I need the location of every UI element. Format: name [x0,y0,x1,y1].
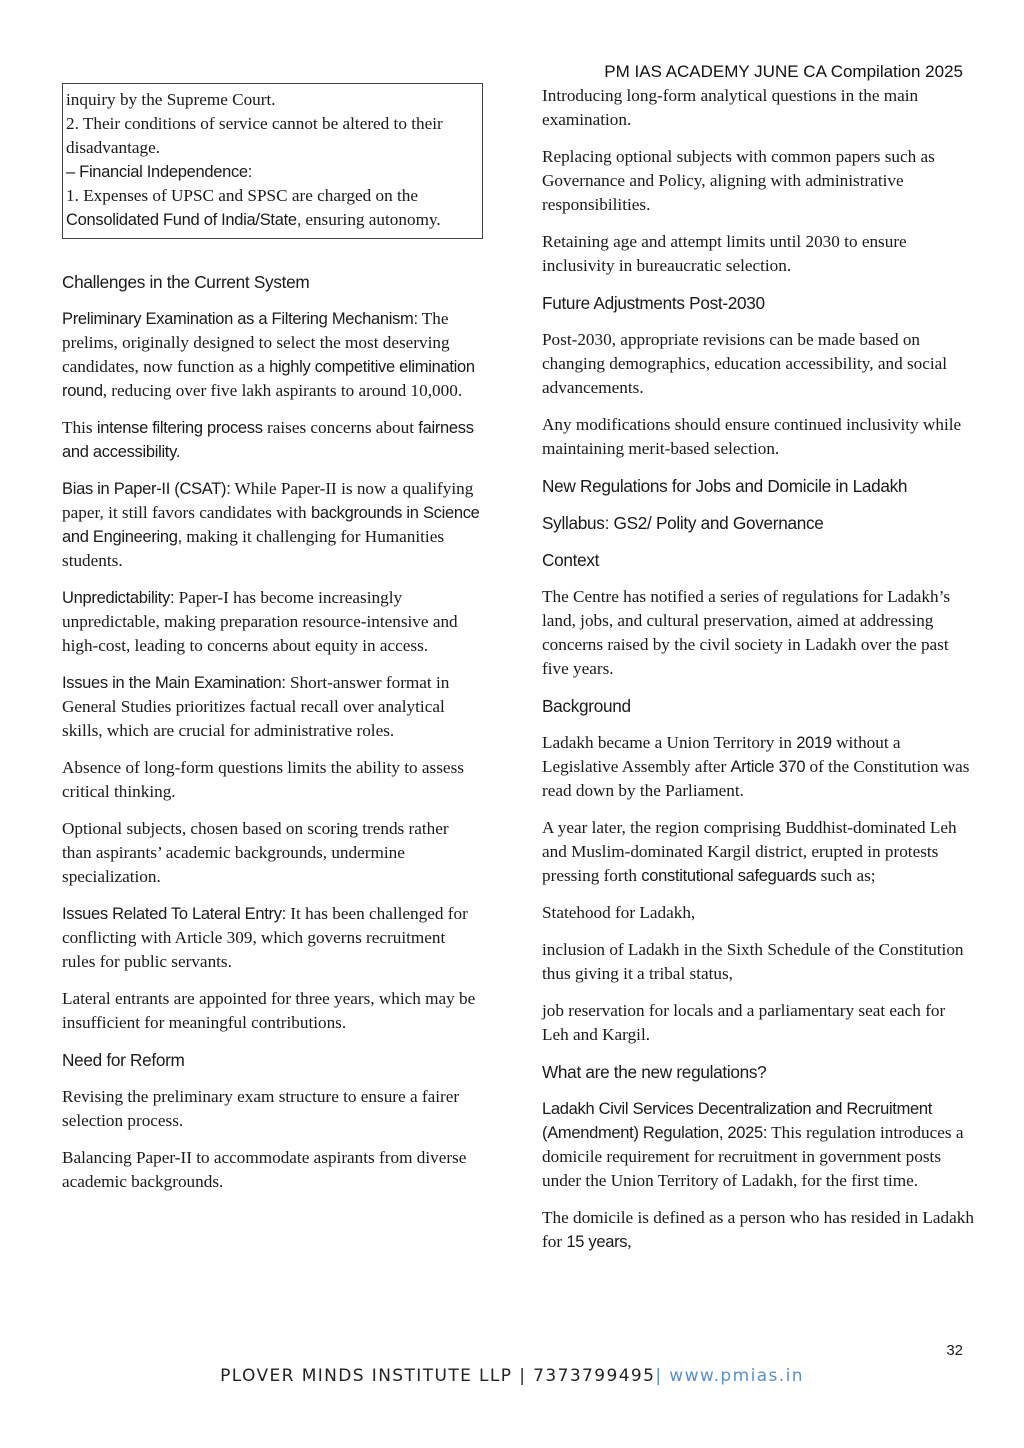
heading-new-regulations: New Regulations for Jobs and Domicile in Ladakh [542,476,908,496]
box-line: inquiry by the Supreme Court. [66,90,276,109]
box-line: 1. Expenses of UPSC and SPSC are charged on the Consolidated Fund of India/State, ensuring autonomy. [66,186,441,229]
heading-context: Context [542,550,600,570]
paragraph: Bias in Paper-II (CSAT): While Paper-II is now a qualifying paper, it still favors candidates with backgrounds in Science and Engineering, making it challenging for Humanities students. [62,479,480,570]
paragraph: Ladakh became a Union Territory in 2019 without a Legislative Assembly after Article 370 of the Constitution was read down by the Parliament. [542,733,970,800]
left-column [62,270,482,1207]
heading-challenges: Challenges in the Current System [62,272,310,292]
box-heading-financial: – Financial Independence: [66,163,253,181]
heading-what-are-new-regulations: What are the new regulations? [542,1062,767,1082]
footer-separator: | [655,1366,670,1386]
paragraph: Preliminary Examination as a Filtering Mechanism: The prelims, originally designed to select the most deserving candidates, now function as a highly competitive elimination round, reducing over five lakh aspirants to around 10,000. [62,309,475,400]
heading-background: Background [542,696,631,716]
paragraph: Retaining age and attempt limits until 2030 to ensure inclusivity in bureaucratic selection. [542,232,907,275]
paragraph: job reservation for locals and a parliamentary seat each for Leh and Kargil. [542,1001,946,1044]
footer-org: PLOVER MINDS INSTITUTE LLP | 7373799495 [220,1366,656,1386]
paragraph: The domicile is defined as a person who has resided in Ladakh for 15 years, [542,1208,974,1251]
page-number: 32 [946,1342,963,1359]
paragraph: Post-2030, appropriate revisions can be made based on changing demographics, education accessibility, and social advancements. [542,330,948,397]
paragraph: The Centre has notified a series of regulations for Ladakh’s land, jobs, and cultural preservation, aimed at addressing concerns raised by the civil society in Ladakh over the past five years. [542,587,951,678]
paragraph: Lateral entrants are appointed for three years, which may be insufficient for meaningful contributions. [62,989,476,1032]
paragraph: Unpredictability: Paper-I has become increasingly unpredictable, making preparation resource-intensive and high-cost, leading to concerns about equity in access. [62,588,458,655]
footer-website-link[interactable]: www.pmias.in [669,1366,804,1386]
paragraph: A year later, the region comprising Buddhist-dominated Leh and Muslim-dominated Kargil district, erupted in protests pressing forth constitutional safeguards such as; [542,818,957,885]
paragraph: Replacing optional subjects with common papers such as Governance and Policy, aligning with administrative responsibilities. [542,147,935,214]
heading-future-adjustments: Future Adjustments Post-2030 [542,293,765,313]
paragraph: This intense filtering process raises concerns about fairness and accessibility. [62,418,474,461]
paragraph: Issues in the Main Examination: Short-answer format in General Studies prioritizes factual recall over analytical skills, which are crucial for administrative roles. [62,673,450,740]
heading-need-for-reform: Need for Reform [62,1050,185,1070]
page-header-title: PM IAS ACADEMY JUNE CA Compilation 2025 [604,62,963,81]
paragraph: Ladakh Civil Services Decentralization and Recruitment (Amendment) Regulation, 2025: This regulation introduces a domicile requirement for recruitment in government posts under the Union Territory of Ladakh, for the first time. [542,1100,964,1190]
paragraph: Optional subjects, chosen based on scoring trends rather than aspirants’ academic backgrounds, undermine specialization. [62,819,449,886]
page-footer [0,1366,1024,1386]
box-line: 2. Their conditions of service cannot be altered to their disadvantage. [66,114,443,157]
heading-syllabus: Syllabus: GS2/ Polity and Governance [542,513,824,533]
paragraph: inclusion of Ladakh in the Sixth Schedule of the Constitution thus giving it a tribal status, [542,940,964,983]
paragraph: Issues Related To Lateral Entry: It has been challenged for conflicting with Article 309, which governs recruitment rules for public servants. [62,904,468,971]
paragraph: Any modifications should ensure continued inclusivity while maintaining merit-based selection. [542,415,962,458]
right-column [542,84,974,1267]
paragraph: Statehood for Ladakh, [542,903,696,922]
paragraph: Absence of long-form questions limits the ability to assess critical thinking. [62,758,464,801]
paragraph: Balancing Paper-II to accommodate aspirants from diverse academic backgrounds. [62,1148,467,1191]
paragraph: Introducing long-form analytical questions in the main examination. [542,86,919,129]
info-box [62,83,483,239]
paragraph: Revising the preliminary exam structure to ensure a fairer selection process. [62,1087,460,1130]
